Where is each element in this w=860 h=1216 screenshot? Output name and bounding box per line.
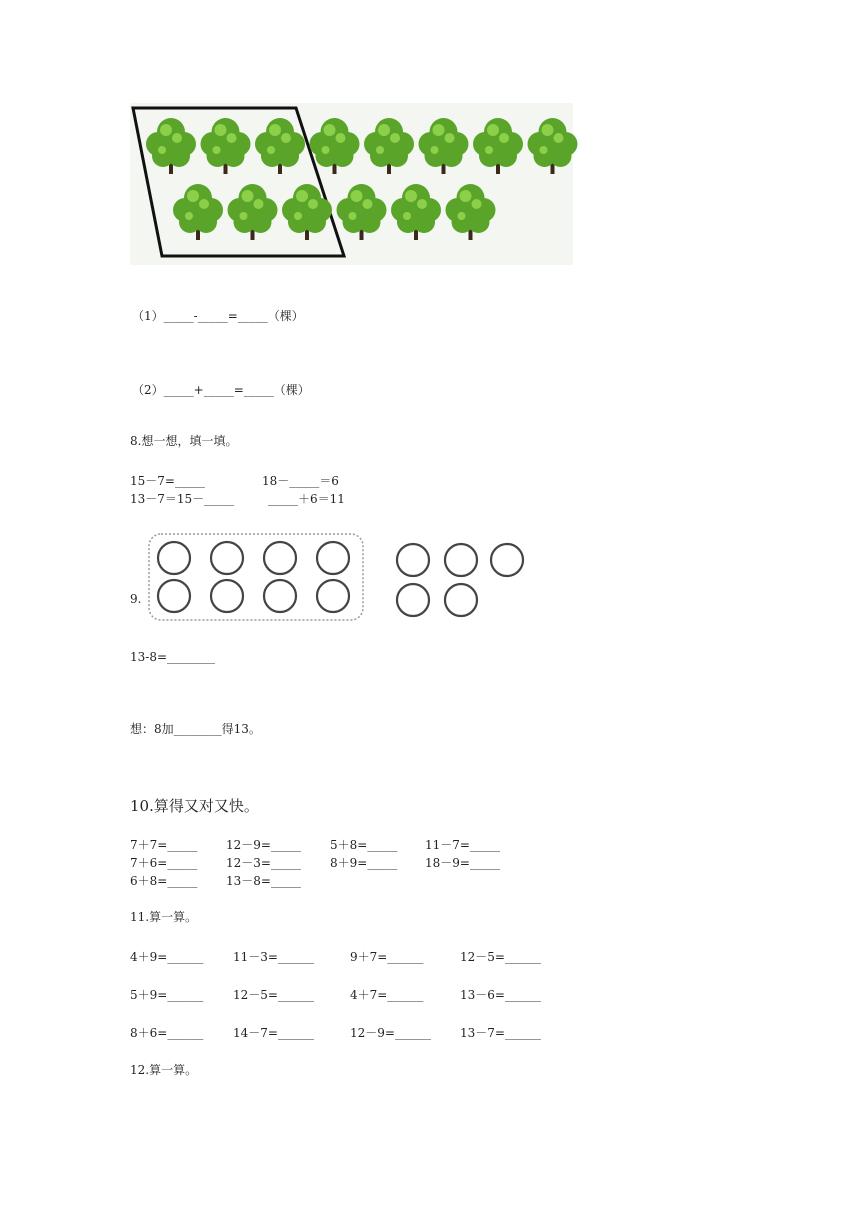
counter-circle — [491, 544, 523, 576]
q10-title: 10.算得又对又快。 — [130, 797, 259, 815]
q10-cell: 8＋9=_____ — [330, 856, 398, 870]
counter-circle — [397, 544, 429, 576]
counter-circle — [317, 580, 349, 612]
q10-cell: 7＋6=_____ — [130, 856, 198, 870]
q11-cell: 12－9=______ — [350, 1026, 431, 1040]
tree-picture — [130, 100, 575, 268]
q8-row2-b: _____＋6＝11 — [268, 492, 345, 506]
q10-cell: 11－7=_____ — [425, 838, 500, 852]
counter-circle — [158, 542, 190, 574]
counter-circle — [317, 542, 349, 574]
counter-circle — [445, 544, 477, 576]
q11-cell: 11－3=______ — [233, 950, 314, 964]
q9-number: 9. — [130, 592, 142, 606]
q11-cell: 12－5=______ — [233, 988, 314, 1002]
counter-circle — [264, 542, 296, 574]
counter-circle — [158, 580, 190, 612]
q7-line-2: （2）_____+_____=_____（棵） — [132, 383, 310, 397]
q11-cell: 14－7=______ — [233, 1026, 314, 1040]
q8-row1-b: 18－_____＝6 — [262, 474, 339, 488]
q11-cell: 12－5=______ — [460, 950, 541, 964]
q9-hint: 想：8加________得13。 — [130, 722, 261, 736]
q11-cell: 8＋6=______ — [130, 1026, 204, 1040]
q10-cell: 18－9=_____ — [425, 856, 500, 870]
counter-circle — [211, 580, 243, 612]
q10-cell: 5＋8=_____ — [330, 838, 398, 852]
q9-equation: 13-8=________ — [130, 650, 216, 664]
q10-cell: 12－3=_____ — [226, 856, 301, 870]
q12-title: 12.算一算。 — [130, 1063, 198, 1077]
ten-frame-box — [149, 534, 363, 620]
q11-title: 11.算一算。 — [130, 910, 198, 924]
counter-circle — [264, 580, 296, 612]
q8-row1-a: 15－7=_____ — [130, 474, 205, 488]
q11-cell: 13－6=______ — [460, 988, 541, 1002]
circle-diagram — [145, 530, 535, 625]
q7-line-1: （1）_____-_____=_____（棵） — [132, 309, 304, 323]
q11-cell: 13－7=______ — [460, 1026, 541, 1040]
q8-row2-a: 13－7＝15－_____ — [130, 492, 235, 506]
counter-circle — [445, 584, 477, 616]
q8-title: 8.想一想，填一填。 — [130, 434, 238, 448]
q11-cell: 5＋9=______ — [130, 988, 204, 1002]
q10-cell: 6＋8=_____ — [130, 874, 198, 888]
counter-circle — [397, 584, 429, 616]
q10-cell: 7＋7=_____ — [130, 838, 198, 852]
q11-cell: 4＋9=______ — [130, 950, 204, 964]
q10-cell: 13－8=_____ — [226, 874, 301, 888]
counter-circle — [211, 542, 243, 574]
q11-cell: 4＋7=______ — [350, 988, 424, 1002]
q11-cell: 9＋7=______ — [350, 950, 424, 964]
q10-cell: 12－9=_____ — [226, 838, 301, 852]
